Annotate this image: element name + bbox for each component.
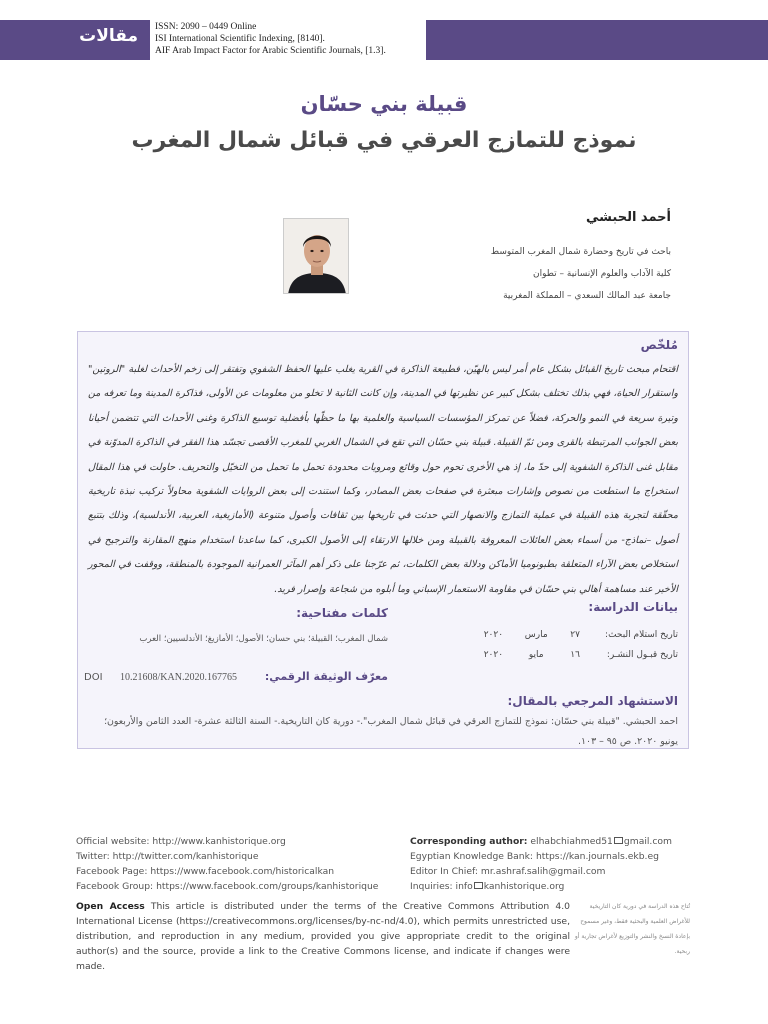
header-band: [0, 20, 768, 60]
facebook-group-link[interactable]: Facebook Group: https://www.facebook.com/groups/kanhistorique: [76, 881, 379, 892]
aif-line: AIF Arab Impact Factor for Arabic Scientific Journals, [1.3].: [155, 46, 386, 56]
received-month: مارس: [524, 630, 548, 640]
accepted-month: مايو: [528, 650, 544, 660]
header-band-right: [426, 20, 768, 60]
author-photo: [283, 218, 349, 294]
received-date-row: [473, 630, 678, 640]
corresponding-author[interactable]: [410, 834, 672, 849]
corresponding-domain: gmail.com: [623, 836, 672, 847]
doi-label: DOI: [84, 672, 103, 683]
inquiries-email[interactable]: [410, 879, 672, 894]
website-link[interactable]: Official website: http://www.kanhistorique.org: [76, 836, 286, 847]
accepted-label: تاريخ قبـول النشـر:: [606, 650, 678, 660]
corresponding-label: Corresponding author:: [410, 836, 528, 847]
section-tab: [0, 20, 150, 60]
citation-heading: الاستشهاد المرجعي بالمقال:: [507, 694, 678, 708]
author-affiliation-3: جامعة عبد المالك السعدي – المملكة المغربية: [503, 291, 671, 301]
inquiries-domain: kanhistorique.org: [483, 881, 565, 892]
keywords-text: شمال المغرب؛ القبيلة؛ بني حسان؛ الأصول؛ الأمازيغ؛ الأندلسيين؛ العرب: [139, 634, 388, 644]
doi-heading: معرّف الوثيقة الرقمي:: [264, 670, 388, 683]
open-access-text: This article is distributed under the terms of the Creative Commons Attribution 4.0 International License (https://creativecommons.org/licenses/by-nc-nd/4.0), which permits unrestricted use, distribution, and reproduction in any medium, provided you give appropriate credit to the original author(s) and the source, provide a link to the Creative Commons license, and indicate if changes were made.: [76, 901, 570, 972]
author-name: أحمد الحبشي: [586, 210, 671, 225]
footer-links: [76, 834, 378, 894]
email-icon: [474, 882, 483, 889]
author-affiliation-2: كلية الآداب والعلوم الإنسانية – تطوان: [533, 269, 671, 279]
issn-block: [155, 21, 423, 57]
ekb-link[interactable]: Egyptian Knowledge Bank: https://kan.journals.ekb.eg: [410, 851, 659, 862]
keywords-heading: كلمات مفتاحية:: [296, 606, 388, 620]
footer-contacts: [410, 834, 672, 894]
received-label: تاريخ استلام البحث:: [605, 630, 678, 640]
email-icon: [614, 837, 623, 844]
accepted-date-row: [473, 650, 678, 660]
open-access-label: Open Access: [76, 901, 145, 912]
article-subtitle: نموذج للتمازج العرقي في قبائل شمال المغرب: [131, 128, 637, 153]
issn-line: ISSN: 2090 – 0449 Online: [155, 22, 257, 32]
author-affiliation-1: باحث في تاريخ وحضارة شمال المغرب المتوسط: [490, 247, 671, 257]
inquiries-user: Inquiries: info: [410, 881, 473, 892]
facebook-page-link[interactable]: Facebook Page: https://www.facebook.com/historicalkan: [76, 866, 335, 877]
accepted-year: ٢٠٢٠: [483, 650, 504, 660]
twitter-link[interactable]: Twitter: http://twitter.com/kanhistorique: [76, 851, 259, 862]
author-block: [341, 210, 671, 307]
citation-text: احمد الحبشي. "قبيلة بني حسّان: نموذج للتمازج العرقي في قبائل شمال المغرب".- دورية كان التاريخية.- السنة الثالثة عشرة- العدد الثامن والأربعون؛ يونيو ٢٠٢٠. ص ٩٥ – ١٠٣.: [104, 716, 678, 747]
section-label: مقالات: [79, 26, 138, 46]
abstract-heading: مُلخّص: [640, 338, 678, 352]
received-day: ٢٧: [570, 630, 580, 640]
open-access-arabic-note: تُتاح هذه الدراسة في دورية كان التاريخية للأغراض العلمية والبحثية فقط، وغير مسموح بإعادة النسخ والنشر والتوزيع لأغراض تجارية أو ربحية.: [574, 903, 690, 955]
corresponding-user: elhabchiahmed51: [530, 836, 613, 847]
editor-email[interactable]: Editor In Chief: mr.ashraf.salih@gmail.com: [410, 866, 606, 877]
doi-value[interactable]: 10.21608/KAN.2020.167765: [120, 672, 237, 683]
article-title: قبيلة بني حسّان: [300, 92, 468, 116]
abstract-text: اقتحام مبحث تاريخ القبائل بشكل عام أمر ليس بالهيّن، فطبيعة الذاكرة في القرية يغلب عليها الحفظ الشفوي وتفتقر إلى زخم الأحداث لغلبة "الروتين" واستقرار الحياة، فهي بذلك تختلف بشكل كبير عن نظيرتها في المدينة، وإن كانت الثانية لا تخلو من معلومات عن الأولى، فذاكرة المدينة وما تعرفه من وتيرة سريعة في النمو والحركة، فضلاً عن تمركز المؤسسات السياسية والعلمية بها ما حظّها بأفضلية توسيع الذاكرة وغنى الأحداث التي تتضمن أحيانا بعض الجوانب المرتبطة بالقرى ومن ثمّ القبيلة. قبيلة بني حسّان التي تقع في الشمال الغربي للمغرب الأقصى تجسّد هذا الفقر في الذاكرة المدوّنة في مقابل غنى الذاكرة الشفوية إلى حدّ ما، إذ هي الأخرى تحوم حول وقائع ومرويات محدودة تحمل ما تحمل من التخيّل والتحريف. حاولت في هذا المقال استخراج ما استطعت من نصوص وإشارات مبعثرة في صفحات بعض المصادر، وكما استندت إلى بعض الروايات الشفوية محاولاً تركيب نبذة تاريخية محقّقة لتجربة هذه القبيلة في عملية التمازج والانصهار التي حدثت في تاريخها بين ثقافات وأصول متنوعة (الأمازيغية، العربية، الأندلسية)، وذلك بتتبع أصول –نماذج- من أسماء بعض العائلات المعروفة بالقبيلة ومن خلالها الارتقاء إلى الأصول الكبرى، كما ساعدنا استخدام منهج المقارنة والترجيح في استخلاص بعض الآراء المتعلقة بطبونوميا الأماكن ودلالة بعض الكلمات، ثم عرّجنا على ذكر أهم المآثر العمرانية الموجودة بالمنطقة، ووقفت في المحور الأخير عند مساهمة أهالي بني حسّان في مقاومة الاستعمار الإسباني وما أبلوه من شجاعة وإصرار فريد.: [88, 364, 678, 595]
abstract-box: [77, 331, 689, 749]
isi-line: ISI International Scientific Indexing, [8140].: [155, 34, 325, 44]
received-year: ٢٠٢٠: [483, 630, 504, 640]
open-access-notice: [76, 899, 570, 974]
study-data-heading: بيانات الدراسة:: [588, 600, 678, 614]
accepted-day: ١٦: [570, 650, 580, 660]
